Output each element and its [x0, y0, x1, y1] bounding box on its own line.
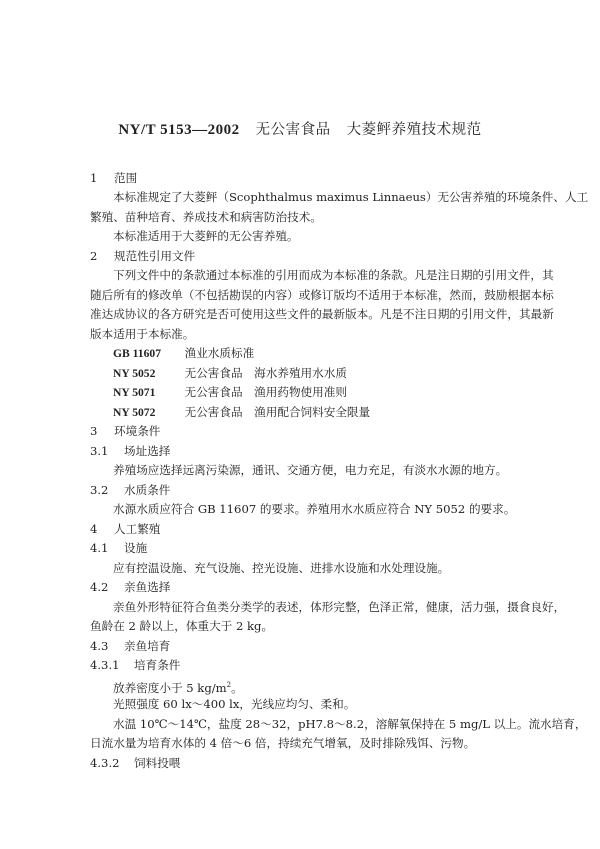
- reference-item: [113, 345, 254, 362]
- reference-title: 无公害食品 渔用药物使用准则: [184, 385, 347, 399]
- section-number: 4.1: [90, 541, 109, 555]
- section-title: 培育条件: [134, 658, 181, 672]
- subsection-heading: [90, 579, 170, 595]
- reference-item: [113, 365, 347, 382]
- reference-title: 无公害食品 海水养殖用水水质: [184, 366, 347, 380]
- section-title: 设施: [124, 541, 148, 555]
- superscript: 2: [226, 681, 232, 689]
- section-number: 4: [90, 522, 98, 536]
- paragraph-line: 亲鱼外形特征符合鱼类分类学的表述，体形完整，色泽正常，健康，活力强，摄食良好，: [113, 600, 566, 614]
- reference-item: [113, 384, 347, 401]
- subsection-heading: [90, 482, 170, 498]
- section-number: 1: [90, 171, 98, 185]
- section-number: 3.1: [90, 444, 109, 458]
- section-heading: [90, 521, 160, 537]
- section-title: 亲鱼培育: [124, 639, 171, 653]
- paragraph-line: 水源水质应符合 GB 11607 的要求。养殖用水水质应符合 NY 5052 的要求。: [113, 502, 516, 516]
- paragraph-line: 日流水量为培育水体的 4 倍～6 倍，持续充气增氧，及时排除残饵、污物。: [90, 736, 476, 750]
- reference-code: NY 5072: [113, 406, 156, 419]
- title-part2: 大菱鲆养殖技术规范: [346, 122, 482, 138]
- section-title: 范围: [114, 171, 138, 185]
- standard-code: NY/T 5153—2002: [118, 122, 240, 138]
- section-title: 亲鱼选择: [124, 580, 171, 594]
- section-heading: [90, 423, 160, 439]
- paragraph-line: 版本适用于本标准。: [90, 327, 195, 341]
- section-number: 4.2: [90, 580, 109, 594]
- section-title: 人工繁殖: [114, 522, 161, 536]
- section-number: 4.3.2: [90, 756, 120, 770]
- paragraph-line: 繁殖、苗种培育、养成技术和病害防治技术。: [90, 210, 322, 224]
- reference-code: NY 5071: [113, 386, 156, 399]
- subsection-heading: [90, 540, 147, 556]
- section-number: 3: [90, 424, 98, 438]
- section-number: 4.3.1: [90, 658, 120, 672]
- paragraph-line: 本标准规定了大菱鲆（Scophthalmus maximus Linnaeus）无公害养殖的环境条件、人工: [113, 190, 589, 204]
- paragraph-line: [113, 677, 243, 696]
- paragraph-line: 随后所有的修改单（不包括勘误的内容）或修订版均不适用于本标准，然而，鼓励根据本标: [90, 288, 554, 302]
- subsubsection-heading: [90, 657, 180, 673]
- section-title: 水质条件: [124, 483, 171, 497]
- reference-code: NY 5052: [113, 367, 156, 380]
- title-part1: 无公害食品: [255, 122, 331, 138]
- section-title: 环境条件: [114, 424, 161, 438]
- subsubsection-heading: [90, 755, 180, 771]
- section-title: 饲料投喂: [134, 756, 181, 770]
- subsection-heading: [90, 638, 170, 654]
- paragraph-line: 水温 10℃～14℃，盐度 28～32，pH7.8～8.2，溶解氧保持在 5 mg/L 以上。流水培育，: [113, 717, 587, 731]
- paragraph-line: 养殖场应选择远离污染源，通讯、交通方便，电力充足，有淡水水源的地方。: [113, 463, 508, 477]
- paragraph-line: 下列文件中的条款通过本标准的引用而成为本标准的条款。凡是注日期的引用文件，其: [113, 268, 554, 282]
- paragraph-line: 鱼龄在 2 龄以上，体重大于 2 kg。: [90, 619, 274, 633]
- subsection-heading: [90, 443, 170, 459]
- section-heading: [90, 170, 137, 186]
- section-title: 场址选择: [124, 444, 171, 458]
- document-title: [0, 118, 600, 139]
- paragraph-line: 本标准适用于大菱鲆的无公害养殖。: [113, 229, 299, 243]
- reference-title: 无公害食品 渔用配合饲料安全限量: [184, 405, 371, 419]
- reference-code: GB 11607: [113, 347, 161, 360]
- section-number: 2: [90, 249, 98, 263]
- density-text: 放养密度小于 5 kg/m: [113, 680, 227, 695]
- punctuation: 。: [231, 680, 243, 695]
- paragraph-line: 应有控温设施、充气设施、控光设施、进排水设施和水处理设施。: [113, 561, 450, 575]
- section-number: 4.3: [90, 639, 109, 653]
- paragraph-line: 准达成协议的各方研究是否可使用这些文件的最新版本。凡是不注日期的引用文件，其最新: [90, 307, 554, 321]
- reference-title: 渔业水质标准: [184, 346, 255, 360]
- section-heading: [90, 248, 195, 264]
- section-number: 3.2: [90, 483, 109, 497]
- reference-item: [113, 404, 370, 421]
- paragraph-line: 光照强度 60 lx～400 lx，光线应均匀、柔和。: [113, 697, 356, 711]
- section-title: 规范性引用文件: [114, 249, 196, 263]
